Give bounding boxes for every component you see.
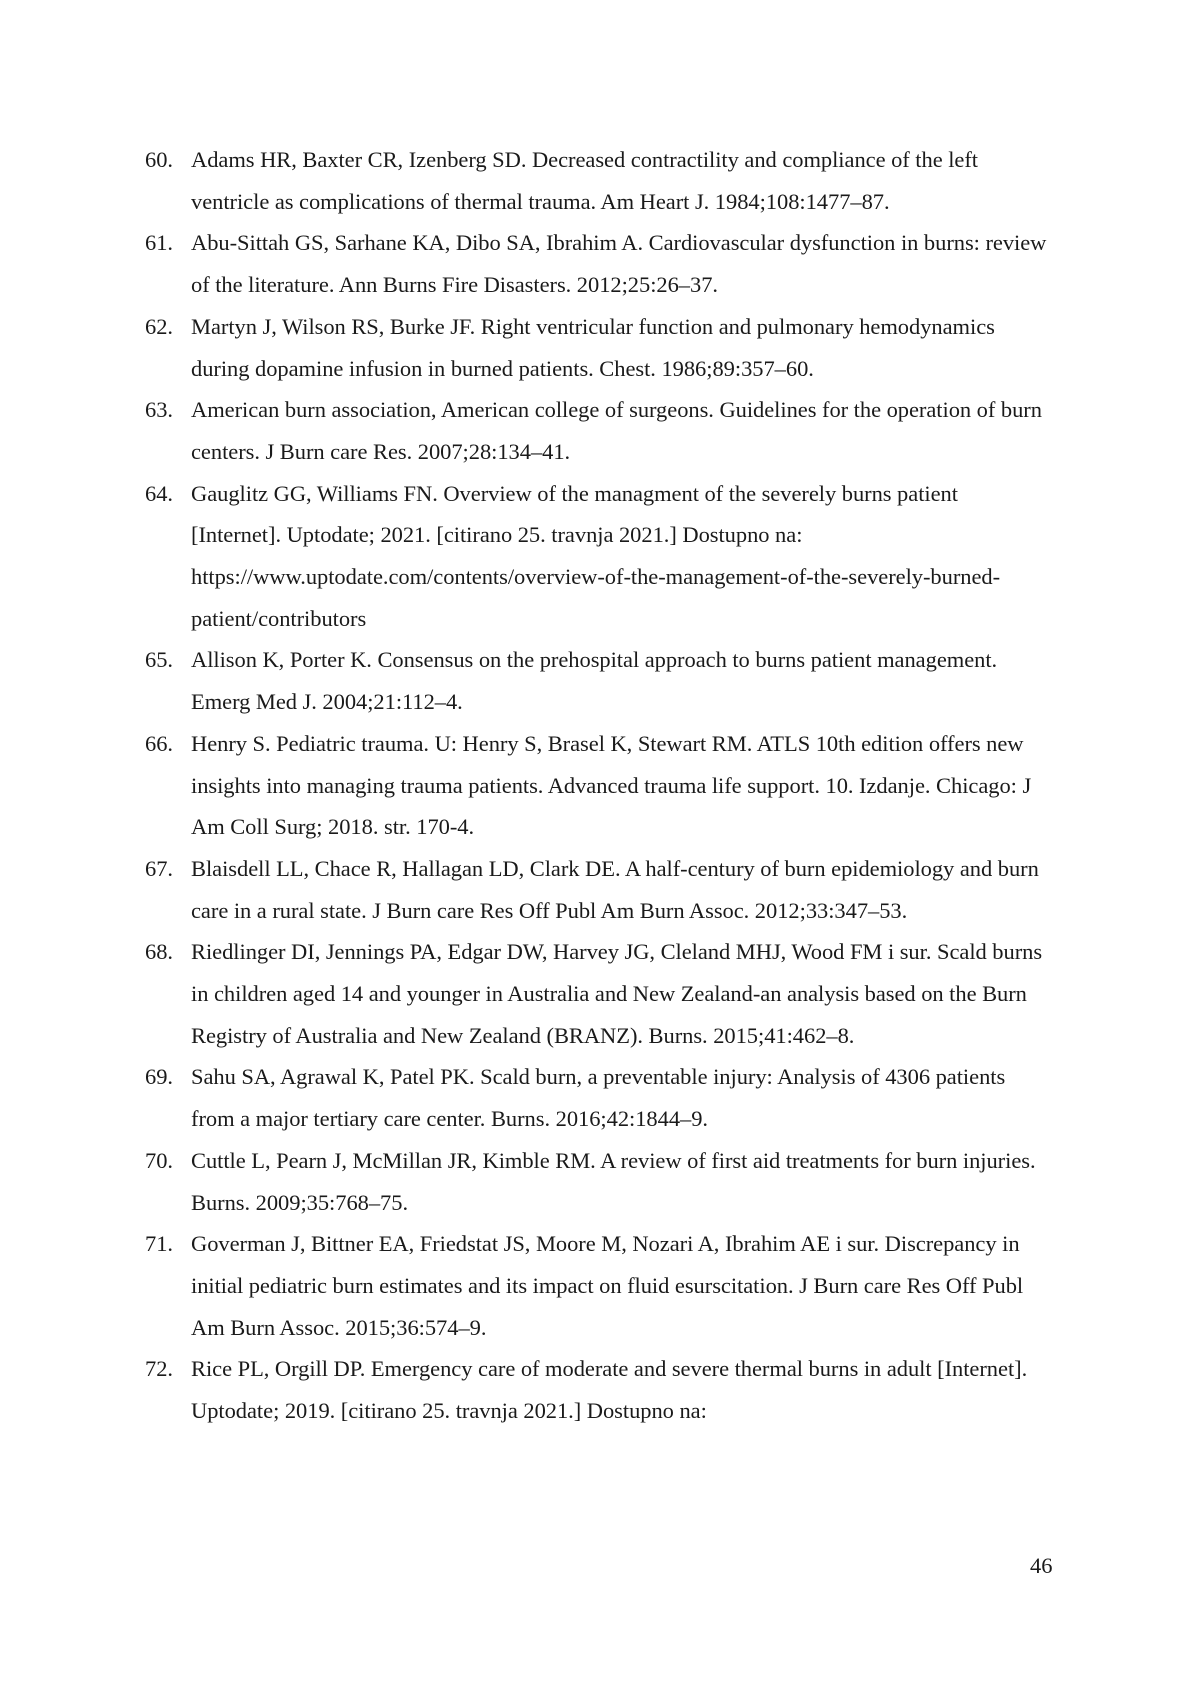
reference-number: 64. [145,480,173,506]
reference-text: Rice PL, Orgill DP. Emergency care of moderate and severe thermal burns in adult [Internet]. Uptodate; 2019. [citirano 25. travnja 2021.] Dostupno na: [191,1356,1028,1424]
reference-number: 69. [145,1064,173,1090]
reference-item [0,723,1051,848]
reference-text: Goverman J, Bittner EA, Friedstat JS, Moore M, Nozari A, Ibrahim AE i sur. Discrepancy in initial pediatric burn estimates and its impact on fluid esurscitation. J Burn care Res Off Publ Am Burn Assoc. 2015;36:574–9. [191,1231,1024,1340]
reference-text: Henry S. Pediatric trauma. U: Henry S, Brasel K, Stewart RM. ATLS 10th edition offers new insights into managing trauma patients. Advanced trauma life support. 10. Izdanje. Chicago: J Am Coll Surg; 2018. str. 170-4. [191,730,1032,840]
reference-item [0,1056,1051,1139]
reference-text: Riedlinger DI, Jennings PA, Edgar DW, Harvey JG, Cleland MHJ, Wood FM i sur. Scald burns in children aged 14 and younger in Australia and New Zealand-an analysis based on the Burn Registry of Australia and New Zealand (BRANZ). Burns. 2015;41:462–8. [191,939,1043,1048]
reference-text: Sahu SA, Agrawal K, Patel PK. Scald burn, a preventable injury: Analysis of 4306 patients from a major tertiary care center. Burns. 2016;42:1844–9. [191,1064,1006,1132]
reference-item [0,139,1051,222]
reference-item [0,639,1051,722]
reference-number: 67. [145,855,173,881]
reference-text: American burn association, American college of surgeons. Guidelines for the operation of burn centers. J Burn care Res. 2007;28:134–41. [191,397,1042,464]
reference-number: 60. [145,147,173,172]
reference-number: 65. [145,647,173,673]
reference-number: 68. [145,939,173,965]
reference-number: 70. [145,1147,173,1173]
reference-text: Gauglitz GG, Williams FN. Overview of the managment of the severely burns patient [Internet]. Uptodate; 2021. [citirano 25. travnja 2021.] Dostupno na: https://www.uptodate.com/contents/overview-of-the-management-of-the-severely-burned-patient/contributors [191,480,1001,631]
reference-item [0,1348,1051,1431]
reference-item [0,389,1051,472]
reference-list [0,139,1190,1432]
reference-item [0,1140,1051,1223]
reference-number: 72. [145,1356,173,1382]
reference-item [0,1223,1051,1348]
reference-text: Cuttle L, Pearn J, McMillan JR, Kimble RM. A review of first aid treatments for burn injuries. Burns. 2009;35:768–75. [191,1147,1036,1215]
reference-item [0,222,1051,305]
page-number: 46 [1030,1553,1053,1578]
reference-item [0,931,1051,1056]
reference-text: Abu-Sittah GS, Sarhane KA, Dibo SA, Ibrahim A. Cardiovascular dysfunction in burns: review of the literature. Ann Burns Fire Disasters. 2012;25:26–37. [191,230,1047,298]
reference-number: 66. [145,730,173,756]
reference-text: Blaisdell LL, Chace R, Hallagan LD, Clark DE. A half-century of burn epidemiology and burn care in a rural state. J Burn care Res Off Publ Am Burn Assoc. 2012;33:347–53. [191,855,1039,923]
reference-number: 62. [145,313,173,339]
reference-number: 61. [145,230,173,256]
reference-text: Allison K, Porter K. Consensus on the prehospital approach to burns patient management. Emerg Med J. 2004;21:112–4. [191,647,998,715]
reference-item [0,306,1051,389]
reference-text: Martyn J, Wilson RS, Burke JF. Right ventricular function and pulmonary hemodynamics during dopamine infusion in burned patients. Chest. 1986;89:357–60. [191,313,995,381]
reference-number: 71. [145,1231,173,1257]
reference-item [0,848,1051,931]
reference-item [0,473,1051,640]
reference-text: Adams HR, Baxter CR, Izenberg SD. Decreased contractility and compliance of the left ventricle as complications of thermal trauma. Am Heart J. 1984;108:1477–87. [191,147,979,214]
reference-number: 63. [145,397,173,423]
